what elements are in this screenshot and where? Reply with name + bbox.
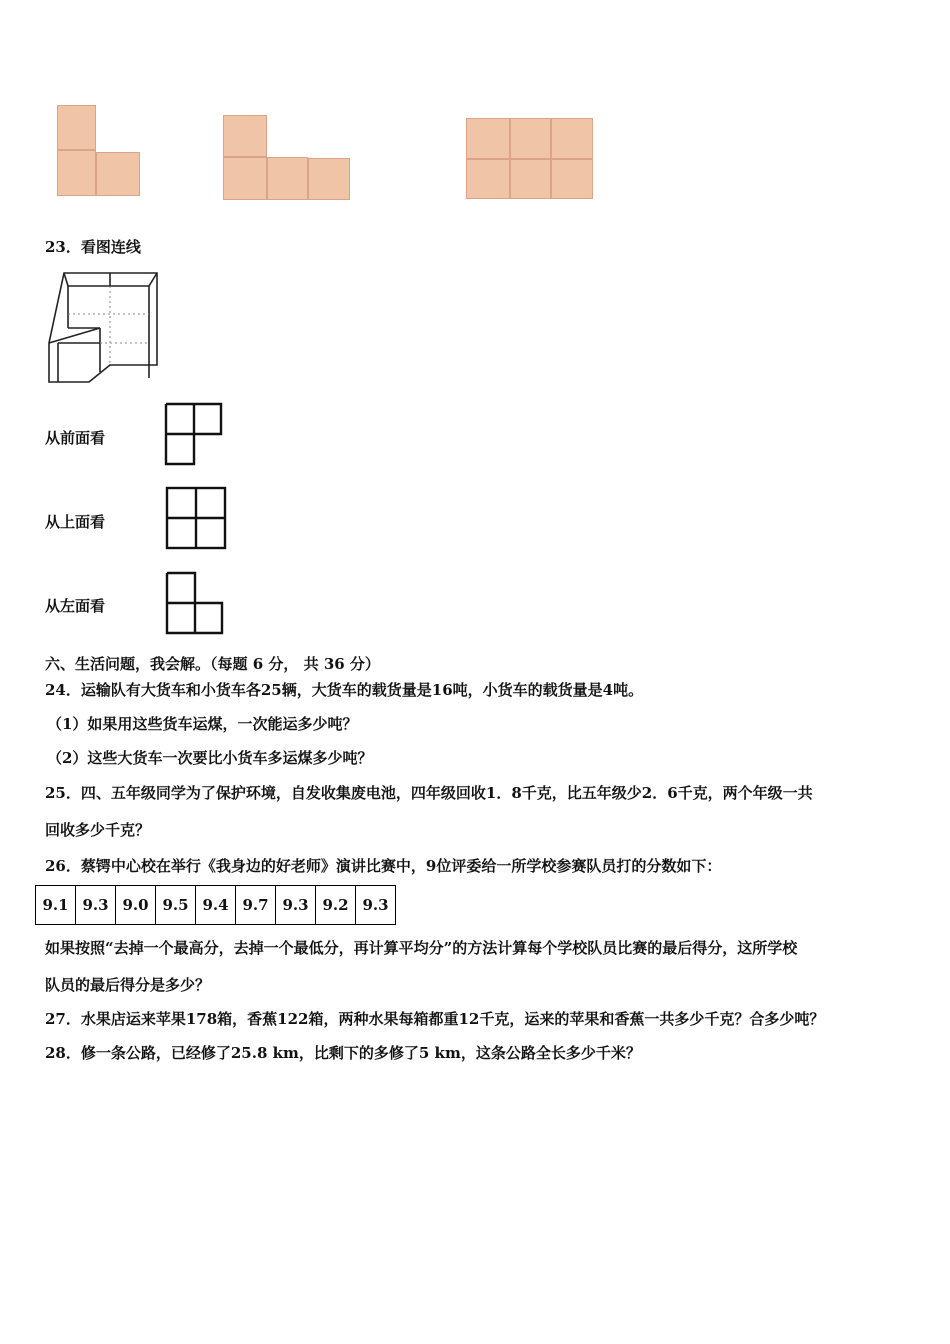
score-cell: 9.7 bbox=[236, 886, 276, 925]
table-row bbox=[36, 886, 396, 925]
q24-sub2: （2）这些大货车一次要比小货车多运煤多少吨？ bbox=[47, 749, 373, 767]
view-label-front: 从前面看 bbox=[45, 429, 106, 447]
score-cell: 9.5 bbox=[156, 886, 196, 925]
score-cell: 9.3 bbox=[76, 886, 116, 925]
view-label-left: 从左面看 bbox=[45, 597, 106, 615]
score-cell: 9.2 bbox=[316, 886, 356, 925]
q26-text: 26．蔡锷中心校在举行《我身边的好老师》演讲比赛中，9位评委给一所学校参赛队员打的分数如下： bbox=[45, 857, 722, 875]
q25-line2: 回收多少千克？ bbox=[45, 821, 151, 839]
q26-line1: 如果按照“去掉一个最高分，去掉一个最低分，再计算平均分”的方法计算每个学校队员比赛的最后得分，这所学校 bbox=[45, 939, 798, 957]
q23-heading: 23．看图连线 bbox=[45, 238, 141, 256]
q28-text: 28．修一条公路，已经修了25.8 km，比剩下的多修了5 km，这条公路全长多少千米？ bbox=[45, 1044, 641, 1062]
top-view-grid[interactable] bbox=[164, 485, 228, 551]
q26-line2: 队员的最后得分是多少？ bbox=[45, 976, 211, 994]
score-cell: 9.4 bbox=[196, 886, 236, 925]
q27-text: 27．水果店运来苹果178箱，香蕉122箱，两种水果每箱都重12千克，运来的苹果和香蕉一共多少千克？合多少吨？ bbox=[45, 1010, 825, 1028]
cube-solid-figure bbox=[44, 268, 160, 390]
left-view-grid[interactable] bbox=[164, 570, 226, 636]
score-cell: 9.3 bbox=[356, 886, 396, 925]
section-6-heading: 六、生活问题，我会解。（每题 6 分， 共 36 分） bbox=[45, 655, 380, 673]
q24-text: 24．运输队有大货车和小货车各25辆，大货车的载货量是16吨，小货车的载货量是4吨。 bbox=[45, 681, 644, 699]
front-view-grid[interactable] bbox=[163, 401, 225, 467]
score-cell: 9.0 bbox=[116, 886, 156, 925]
score-table bbox=[35, 885, 396, 925]
view-label-top: 从上面看 bbox=[45, 513, 106, 531]
q24-sub1: （1）如果用这些货车运煤，一次能运多少吨？ bbox=[47, 715, 358, 733]
score-cell: 9.1 bbox=[36, 886, 76, 925]
score-cell: 9.3 bbox=[276, 886, 316, 925]
q25-line1: 25．四、五年级同学为了保护环境，自发收集废电池，四年级回收1．8千克，比五年级少2．6千克，两个年级一共 bbox=[45, 784, 813, 802]
